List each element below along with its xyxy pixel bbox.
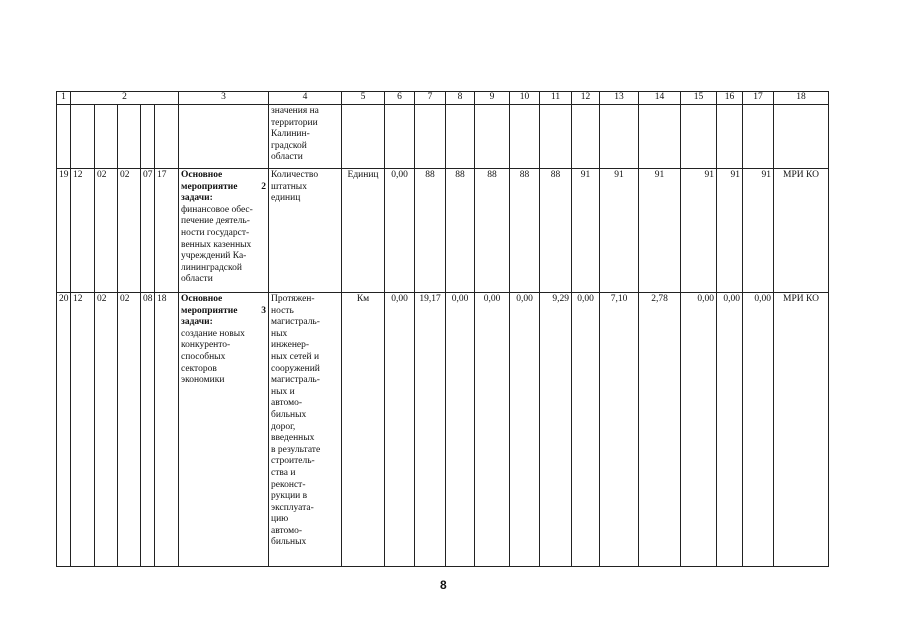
empty-cell — [600, 105, 639, 169]
value-cell: 88 — [540, 169, 572, 293]
indicator-cell: Количество штатных единиц — [269, 169, 342, 293]
header-cell-5: 5 — [342, 92, 385, 105]
table-row-19 — [57, 169, 829, 293]
activity-title: Основное мероприятие 2 задачи: — [181, 170, 267, 204]
empty-cell — [155, 105, 179, 169]
header-cell-14: 14 — [639, 92, 681, 105]
activity-title: Основное мероприятие 3 задачи: — [181, 294, 267, 328]
header-cell-13: 13 — [600, 92, 639, 105]
empty-cell — [415, 105, 446, 169]
header-cell-4: 4 — [269, 92, 342, 105]
header-row — [57, 92, 829, 105]
activity-description: финансовое обес- печение деятель- ности государст- венных казенных учреждений Ка- лининградской области — [181, 204, 253, 285]
activity-cell — [179, 293, 269, 567]
code-cell: 08 — [141, 293, 155, 567]
value-cell: 88 — [510, 169, 540, 293]
unit-cell: Км — [342, 293, 385, 567]
value-cell: 7,10 — [600, 293, 639, 567]
empty-cell — [118, 105, 141, 169]
header-cell-11: 11 — [540, 92, 572, 105]
code-cell: 02 — [95, 293, 118, 567]
code-cell: 02 — [95, 169, 118, 293]
empty-cell — [717, 105, 743, 169]
value-cell: 88 — [475, 169, 510, 293]
empty-cell — [639, 105, 681, 169]
unit-cell: Единиц — [342, 169, 385, 293]
value-cell: 91 — [717, 169, 743, 293]
empty-cell — [95, 105, 118, 169]
header-cell-15: 15 — [681, 92, 717, 105]
empty-cell — [540, 105, 572, 169]
value-cell: 0,00 — [681, 293, 717, 567]
empty-cell — [510, 105, 540, 169]
value-cell: 0,00 — [572, 293, 600, 567]
value-cell: 0,00 — [475, 293, 510, 567]
continuation-row — [57, 105, 829, 169]
header-cell-3: 3 — [179, 92, 269, 105]
empty-cell — [57, 105, 71, 169]
header-cell-7: 7 — [415, 92, 446, 105]
value-cell: 91 — [572, 169, 600, 293]
empty-cell — [342, 105, 385, 169]
header-cell-18: 18 — [774, 92, 829, 105]
header-cell-8: 8 — [446, 92, 475, 105]
value-cell: 0,00 — [446, 293, 475, 567]
empty-cell — [572, 105, 600, 169]
code-cell: 07 — [141, 169, 155, 293]
value-cell: 88 — [446, 169, 475, 293]
value-cell: 0,00 — [743, 293, 774, 567]
responsible-cell: МРИ КО — [774, 293, 829, 567]
responsible-cell: МРИ КО — [774, 169, 829, 293]
row-number: 19 — [57, 169, 71, 293]
code-cell: 02 — [118, 293, 141, 567]
value-cell: 19,17 — [415, 293, 446, 567]
empty-cell — [681, 105, 717, 169]
empty-cell — [71, 105, 95, 169]
empty-cell — [385, 105, 415, 169]
code-cell: 02 — [118, 169, 141, 293]
value-cell: 0,00 — [385, 169, 415, 293]
value-cell: 91 — [600, 169, 639, 293]
value-cell: 91 — [681, 169, 717, 293]
value-cell: 0,00 — [717, 293, 743, 567]
code-cell: 12 — [71, 293, 95, 567]
value-cell: 2,78 — [639, 293, 681, 567]
empty-cell — [475, 105, 510, 169]
value-cell: 88 — [415, 169, 446, 293]
empty-cell — [141, 105, 155, 169]
value-cell: 0,00 — [510, 293, 540, 567]
code-cell: 18 — [155, 293, 179, 567]
empty-cell — [179, 105, 269, 169]
code-cell: 17 — [155, 169, 179, 293]
header-cell-17: 17 — [743, 92, 774, 105]
header-cell-2: 2 — [71, 92, 179, 105]
header-cell-6: 6 — [385, 92, 415, 105]
empty-cell — [774, 105, 829, 169]
indicator-cell: значения на территории Калинин- градской области — [269, 105, 342, 169]
activity-cell — [179, 169, 269, 293]
header-cell-9: 9 — [475, 92, 510, 105]
header-cell-1: 1 — [57, 92, 71, 105]
code-cell: 12 — [71, 169, 95, 293]
row-number: 20 — [57, 293, 71, 567]
empty-cell — [743, 105, 774, 169]
table-row-20 — [57, 293, 829, 567]
indicator-cell: Протяжен- ность магистраль- ных инженер- ных сетей и сооружений магистраль- ных и автомо- бильных дорог, введенных в результате строитель- ства и реконст- рукции в эксплуата- цию автомо- бильных — [269, 293, 342, 567]
value-cell: 91 — [639, 169, 681, 293]
indicator-table — [56, 91, 829, 567]
header-cell-12: 12 — [572, 92, 600, 105]
empty-cell — [446, 105, 475, 169]
value-cell: 0,00 — [385, 293, 415, 567]
header-cell-10: 10 — [510, 92, 540, 105]
activity-description: создание новых конкуренто- способных секторов экономики — [181, 328, 245, 386]
value-cell: 9,29 — [540, 293, 572, 567]
page-number: 8 — [440, 578, 447, 592]
header-cell-16: 16 — [717, 92, 743, 105]
value-cell: 91 — [743, 169, 774, 293]
